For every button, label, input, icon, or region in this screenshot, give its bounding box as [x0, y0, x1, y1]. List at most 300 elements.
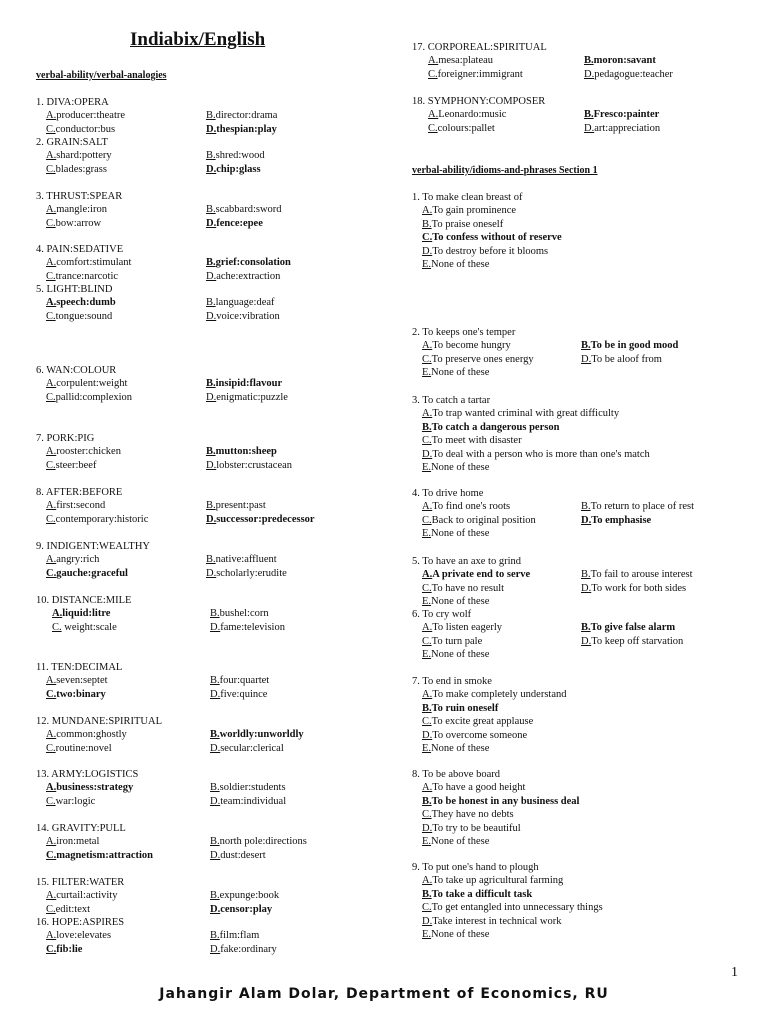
- option-letter: E.: [422, 258, 432, 270]
- option-c: [46, 849, 153, 862]
- option-letter: E.: [422, 649, 432, 661]
- option-row: [412, 353, 768, 366]
- option-row: [412, 448, 768, 461]
- option-letter: C.: [46, 795, 56, 807]
- option-row: [36, 621, 396, 634]
- option-text: soldier:students: [219, 782, 286, 794]
- option-d: [422, 729, 527, 742]
- question-stem: 6. To cry wolf: [412, 609, 472, 620]
- option-row: [412, 781, 768, 794]
- option-b: [206, 377, 282, 390]
- option-letter: E.: [422, 367, 432, 379]
- question-stem: 17. CORPOREAL:SPIRITUAL: [412, 42, 547, 53]
- option-text: speech:dumb: [56, 297, 116, 309]
- question-stem: 9. INDIGENT:WEALTHY: [36, 541, 150, 552]
- option-letter: D.: [422, 822, 433, 834]
- option-text: To ruin oneself: [431, 702, 499, 714]
- option-text: To fail to arouse interest: [590, 569, 693, 581]
- question-stem: 14. GRAVITY:PULL: [36, 823, 126, 834]
- question-stem: 3. To catch a tartar: [412, 395, 491, 406]
- option-letter: B.: [422, 888, 432, 900]
- option-row: [36, 835, 396, 848]
- option-d: [206, 391, 288, 404]
- option-text: four:quartet: [219, 675, 270, 687]
- option-letter: D.: [581, 514, 592, 526]
- option-text: angry:rich: [56, 554, 100, 566]
- option-text: magnetism:attraction: [56, 849, 154, 861]
- option-letter: D.: [210, 849, 221, 861]
- option-row: [36, 889, 396, 902]
- option-row: [412, 122, 768, 135]
- option-row: [36, 217, 396, 230]
- option-row: [412, 568, 768, 581]
- option-text: To get entangled into unnecessary things: [431, 902, 603, 914]
- option-row: [412, 915, 768, 928]
- question-stem: 15. FILTER:WATER: [36, 877, 125, 888]
- option-text: To overcome someone: [432, 729, 528, 741]
- option-letter: A.: [46, 446, 57, 458]
- option-letter: B.: [210, 729, 220, 741]
- option-letter: A.: [46, 782, 57, 794]
- option-c: [428, 122, 495, 135]
- option-c: [46, 903, 90, 916]
- option-row: [412, 648, 768, 661]
- page-number: 1: [731, 965, 738, 980]
- option-text: None of these: [431, 742, 490, 754]
- option-letter: B.: [210, 608, 220, 620]
- option-letter: E.: [422, 596, 432, 608]
- option-e: [422, 595, 489, 608]
- option-row: [412, 366, 768, 379]
- option-text: To take a difficult task: [431, 888, 533, 900]
- option-letter: C.: [46, 742, 56, 754]
- option-text: To be in good mood: [590, 340, 679, 352]
- option-text: dust:desert: [220, 849, 266, 861]
- option-d: [581, 635, 683, 648]
- option-c: [422, 434, 522, 447]
- option-letter: A.: [422, 875, 433, 887]
- option-row: [412, 795, 768, 808]
- option-letter: B.: [584, 55, 594, 67]
- option-letter: A.: [422, 689, 433, 701]
- option-text: blades:grass: [55, 163, 107, 175]
- option-text: To have a good height: [432, 782, 526, 794]
- analogy-question-18: [412, 95, 768, 135]
- option-text: To become hungry: [432, 340, 511, 352]
- option-letter: A.: [428, 55, 439, 67]
- option-text: war:logic: [55, 795, 96, 807]
- option-c: [422, 582, 504, 595]
- option-c: [428, 68, 523, 81]
- analogy-question-10: [36, 594, 396, 634]
- option-c: [46, 742, 112, 755]
- option-c: [46, 310, 112, 323]
- option-text: To confess without of reserve: [432, 232, 562, 244]
- option-b: [581, 621, 675, 634]
- option-c: [46, 459, 96, 472]
- option-d: [206, 123, 277, 136]
- option-letter: B.: [210, 890, 220, 902]
- option-text: producer:theatre: [56, 110, 126, 122]
- option-text: To deal with a person who is more than one's match: [432, 448, 650, 460]
- option-text: To meet with disaster: [431, 435, 522, 447]
- option-d: [210, 943, 277, 956]
- option-letter: B.: [206, 110, 216, 122]
- option-text: To have no result: [431, 582, 505, 594]
- question-stem: 8. AFTER:BEFORE: [36, 487, 123, 498]
- option-b: [581, 500, 694, 513]
- option-b: [422, 795, 579, 808]
- option-text: chip:glass: [216, 163, 261, 175]
- option-d: [581, 582, 686, 595]
- option-e: [422, 527, 489, 540]
- option-letter: D.: [581, 353, 592, 365]
- option-row: [412, 204, 768, 217]
- option-b: [422, 218, 503, 231]
- option-text: seven:septet: [56, 675, 108, 687]
- option-letter: A.: [422, 782, 433, 794]
- option-row: [412, 231, 768, 244]
- idiom-question-4: [412, 487, 768, 541]
- option-letter: C.: [46, 217, 56, 229]
- option-b: [210, 835, 307, 848]
- option-text: To take up agricultural farming: [432, 875, 564, 887]
- option-e: [422, 835, 489, 848]
- option-letter: C.: [422, 582, 432, 594]
- option-letter: C.: [46, 567, 57, 579]
- question-stem: 4. To drive home: [412, 488, 484, 499]
- option-c: [422, 901, 603, 914]
- option-row: [412, 407, 768, 420]
- option-letter: E.: [422, 461, 432, 473]
- option-text: ache:extraction: [216, 270, 281, 282]
- option-c: [422, 715, 533, 728]
- option-b: [210, 728, 304, 741]
- analogy-question-8: [36, 486, 396, 526]
- option-letter: D.: [210, 621, 221, 633]
- option-row: [412, 595, 768, 608]
- option-row: [412, 527, 768, 540]
- option-a: [46, 553, 99, 566]
- option-letter: C.: [46, 163, 56, 175]
- option-text: thespian:play: [216, 123, 277, 135]
- option-letter: C.: [422, 514, 432, 526]
- option-text: fake:ordinary: [220, 943, 277, 955]
- option-e: [422, 366, 489, 379]
- option-text: pedagogue:teacher: [594, 68, 673, 80]
- option-e: [422, 742, 489, 755]
- option-row: [412, 901, 768, 914]
- option-text: To destroy before it blooms: [432, 245, 549, 257]
- option-a: [46, 781, 133, 794]
- option-letter: B.: [581, 569, 591, 581]
- question-stem: 4. PAIN:SEDATIVE: [36, 244, 124, 255]
- option-c: [46, 270, 118, 283]
- option-d: [581, 353, 662, 366]
- option-text: To preserve ones energy: [431, 353, 534, 365]
- option-text: moron:savant: [593, 55, 656, 67]
- option-d: [210, 688, 267, 701]
- option-row: [412, 822, 768, 835]
- option-row: [412, 688, 768, 701]
- analogy-question-5: [36, 283, 396, 323]
- option-letter: B.: [581, 622, 591, 634]
- option-row: [36, 445, 396, 458]
- option-letter: A.: [46, 836, 57, 848]
- option-b: [210, 781, 286, 794]
- option-row: [36, 377, 396, 390]
- option-letter: A.: [46, 675, 57, 687]
- option-text: Leonardo:music: [438, 109, 507, 121]
- option-row: [36, 513, 396, 526]
- option-text: comfort:stimulant: [56, 257, 132, 269]
- option-a: [46, 149, 112, 162]
- question-stem: 7. To end in smoke: [412, 676, 492, 687]
- question-stem: 11. TEN:DECIMAL: [36, 662, 123, 673]
- option-row: [36, 781, 396, 794]
- option-letter: A.: [46, 890, 57, 902]
- option-row: [412, 500, 768, 513]
- option-letter: B.: [210, 782, 220, 794]
- option-letter: C.: [422, 902, 432, 914]
- option-a: [46, 256, 131, 269]
- option-a: [428, 108, 506, 121]
- option-row: [36, 674, 396, 687]
- option-letter: D.: [422, 448, 433, 460]
- option-a: [422, 339, 511, 352]
- option-text: common:ghostly: [56, 729, 127, 741]
- option-b: [206, 499, 266, 512]
- option-text: To give false alarm: [590, 622, 676, 634]
- option-text: To work for both sides: [591, 582, 687, 594]
- option-c: [46, 163, 107, 176]
- option-text: To return to place of rest: [590, 501, 694, 513]
- option-b: [584, 108, 659, 121]
- option-letter: B.: [206, 554, 216, 566]
- option-a: [46, 929, 111, 942]
- option-text: routine:novel: [55, 742, 112, 754]
- option-letter: C.: [422, 353, 432, 365]
- option-letter: D.: [206, 163, 217, 175]
- option-letter: D.: [206, 459, 217, 471]
- option-a: [46, 377, 127, 390]
- option-row: [412, 928, 768, 941]
- option-letter: B.: [206, 257, 216, 269]
- option-letter: C.: [46, 688, 57, 700]
- option-c: [46, 567, 128, 580]
- analogy-question-14: [36, 822, 396, 862]
- option-text: voice:vibration: [216, 310, 280, 322]
- option-c: [46, 943, 82, 956]
- option-letter: D.: [206, 513, 217, 525]
- option-a: [422, 204, 516, 217]
- option-d: [422, 245, 548, 258]
- option-d: [584, 68, 673, 81]
- option-d: [206, 310, 280, 323]
- option-text: To find one's roots: [432, 501, 511, 513]
- option-a: [46, 445, 121, 458]
- option-row: [412, 54, 768, 67]
- option-letter: D.: [206, 217, 217, 229]
- option-c: [46, 513, 148, 526]
- analogy-question-11: [36, 661, 396, 701]
- option-d: [206, 270, 280, 283]
- option-text: contemporary:historic: [55, 513, 149, 525]
- option-row: [36, 795, 396, 808]
- option-c: [422, 231, 562, 244]
- option-a: [422, 874, 563, 887]
- question-stem: 12. MUNDANE:SPIRITUAL: [36, 716, 162, 727]
- option-text: shred:wood: [215, 150, 265, 162]
- option-d: [210, 849, 266, 862]
- option-text: To gain prominence: [432, 205, 517, 217]
- option-b: [206, 296, 275, 309]
- idiom-question-1: [412, 191, 768, 271]
- option-letter: A.: [46, 257, 57, 269]
- option-b: [584, 54, 656, 67]
- option-c: [46, 391, 132, 404]
- option-c: [46, 217, 101, 230]
- option-a: [422, 568, 530, 581]
- question-stem: 6. WAN:COLOUR: [36, 365, 117, 376]
- option-row: [36, 459, 396, 472]
- option-text: None of these: [431, 835, 490, 847]
- idiom-question-9: [412, 861, 768, 941]
- option-e: [422, 928, 489, 941]
- option-d: [584, 122, 660, 135]
- option-c: [52, 621, 117, 634]
- question-stem: 10. DISTANCE:MILE: [36, 595, 132, 606]
- option-a: [46, 889, 117, 902]
- analogy-question-9: [36, 540, 396, 580]
- option-row: [412, 434, 768, 447]
- option-text: Take interest in technical work: [432, 915, 562, 927]
- option-d: [210, 621, 285, 634]
- option-text: To emphasise: [591, 514, 652, 526]
- option-letter: C.: [46, 123, 56, 135]
- option-row: [412, 218, 768, 231]
- option-d: [422, 822, 521, 835]
- option-row: [412, 68, 768, 81]
- option-letter: B.: [206, 150, 216, 162]
- option-text: team:individual: [220, 795, 287, 807]
- option-text: colours:pallet: [437, 122, 495, 134]
- option-text: weight:scale: [61, 621, 117, 633]
- option-text: pallid:complexion: [55, 391, 133, 403]
- option-b: [422, 702, 498, 715]
- option-letter: D.: [206, 270, 217, 282]
- option-text: To be aloof from: [591, 353, 662, 365]
- option-letter: D.: [422, 245, 433, 257]
- option-b: [210, 929, 259, 942]
- option-letter: C.: [428, 122, 438, 134]
- option-letter: A.: [422, 205, 433, 217]
- option-letter: D.: [581, 582, 592, 594]
- option-b: [206, 109, 277, 122]
- question-stem: 9. To put one's hand to plough: [412, 862, 539, 873]
- option-b: [422, 888, 532, 901]
- option-letter: C.: [422, 809, 432, 821]
- option-letter: D.: [210, 742, 221, 754]
- option-d: [206, 459, 292, 472]
- option-text: worldly:unworldly: [219, 729, 304, 741]
- idiom-question-5: [412, 555, 768, 609]
- option-row: [412, 835, 768, 848]
- option-b: [206, 203, 282, 216]
- analogy-question-1: [36, 96, 396, 136]
- option-letter: B.: [206, 446, 216, 458]
- option-row: [36, 270, 396, 283]
- option-letter: B.: [584, 109, 594, 121]
- option-text: language:deaf: [215, 297, 275, 309]
- option-b: [210, 889, 279, 902]
- option-letter: A.: [52, 608, 63, 620]
- option-d: [581, 514, 651, 527]
- option-letter: A.: [46, 554, 57, 566]
- option-letter: B.: [206, 378, 216, 390]
- analogy-question-4: [36, 243, 396, 283]
- option-letter: B.: [422, 218, 432, 230]
- option-text: fence:epee: [216, 217, 263, 229]
- option-text: To praise oneself: [431, 218, 504, 230]
- option-row: [36, 553, 396, 566]
- option-b: [206, 256, 291, 269]
- option-letter: B.: [206, 500, 216, 512]
- option-text: conductor:bus: [55, 123, 116, 135]
- option-letter: A.: [46, 150, 57, 162]
- option-row: [36, 567, 396, 580]
- option-a: [46, 728, 127, 741]
- option-row: [36, 929, 396, 942]
- option-letter: D.: [210, 795, 221, 807]
- option-text: To catch a dangerous person: [431, 421, 560, 433]
- page-footer: Jahangir Alam Dolar, Department of Economics, RU: [159, 986, 609, 1002]
- option-letter: A.: [422, 340, 433, 352]
- option-letter: C.: [428, 68, 438, 80]
- option-d: [206, 513, 315, 526]
- question-stem: 5. LIGHT:BLIND: [36, 284, 113, 295]
- option-row: [36, 607, 396, 620]
- option-e: [422, 461, 489, 474]
- option-a: [46, 296, 116, 309]
- option-text: expunge:book: [219, 890, 280, 902]
- option-text: steer:beef: [55, 459, 97, 471]
- option-text: scabbard:sword: [215, 204, 282, 216]
- option-a: [428, 54, 493, 67]
- option-text: lobster:crustacean: [216, 459, 293, 471]
- option-text: mangle:iron: [56, 204, 107, 216]
- section-title-analogies: verbal-ability/verbal-analogies: [36, 70, 167, 81]
- option-d: [422, 448, 650, 461]
- idiom-question-6: [412, 608, 768, 662]
- option-row: [36, 742, 396, 755]
- question-stem: 8. To be above board: [412, 769, 501, 780]
- option-d: [206, 163, 261, 176]
- option-text: successor:predecessor: [216, 513, 315, 525]
- option-letter: E.: [422, 742, 432, 754]
- analogy-question-12: [36, 715, 396, 755]
- option-letter: C.: [422, 232, 433, 244]
- option-row: [412, 258, 768, 271]
- option-text: To excite great applause: [431, 716, 534, 728]
- idiom-question-7: [412, 675, 768, 755]
- option-row: [36, 109, 396, 122]
- option-letter: C.: [46, 513, 56, 525]
- question-stem: 13. ARMY:LOGISTICS: [36, 769, 139, 780]
- option-b: [206, 553, 277, 566]
- option-text: native:affluent: [215, 554, 277, 566]
- option-c: [422, 514, 536, 527]
